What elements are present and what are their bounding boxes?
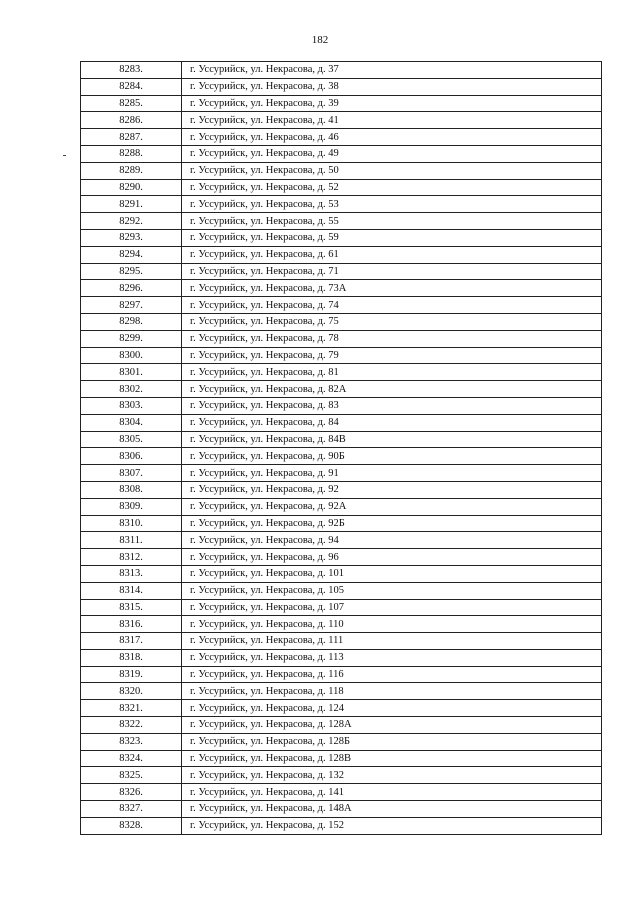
row-number: 8307. <box>81 465 182 482</box>
table-row <box>81 62 602 79</box>
row-address: г. Уссурийск, ул. Некрасова, д. 116 <box>182 666 602 683</box>
row-address: г. Уссурийск, ул. Некрасова, д. 71 <box>182 263 602 280</box>
row-address: г. Уссурийск, ул. Некрасова, д. 59 <box>182 229 602 246</box>
row-address: г. Уссурийск, ул. Некрасова, д. 124 <box>182 700 602 717</box>
row-number: 8292. <box>81 213 182 230</box>
table-row <box>81 817 602 834</box>
row-number: 8302. <box>81 381 182 398</box>
row-number: 8310. <box>81 515 182 532</box>
row-number: 8316. <box>81 616 182 633</box>
table-row <box>81 414 602 431</box>
table-row <box>81 431 602 448</box>
row-address: г. Уссурийск, ул. Некрасова, д. 75 <box>182 313 602 330</box>
table-row <box>81 717 602 734</box>
row-number: 8285. <box>81 95 182 112</box>
row-address: г. Уссурийск, ул. Некрасова, д. 53 <box>182 196 602 213</box>
row-address: г. Уссурийск, ул. Некрасова, д. 110 <box>182 616 602 633</box>
row-number: 8300. <box>81 347 182 364</box>
table-row <box>81 196 602 213</box>
table-row <box>81 750 602 767</box>
row-number: 8326. <box>81 784 182 801</box>
row-address: г. Уссурийск, ул. Некрасова, д. 105 <box>182 582 602 599</box>
table-row <box>81 448 602 465</box>
row-address: г. Уссурийск, ул. Некрасова, д. 38 <box>182 78 602 95</box>
table-row <box>81 498 602 515</box>
row-number: 8301. <box>81 364 182 381</box>
row-address: г. Уссурийск, ул. Некрасова, д. 107 <box>182 599 602 616</box>
row-address: г. Уссурийск, ул. Некрасова, д. 61 <box>182 246 602 263</box>
row-address: г. Уссурийск, ул. Некрасова, д. 82А <box>182 381 602 398</box>
table-row <box>81 364 602 381</box>
row-address: г. Уссурийск, ул. Некрасова, д. 128В <box>182 750 602 767</box>
table-row <box>81 733 602 750</box>
row-number: 8288. <box>81 145 182 162</box>
table-row <box>81 145 602 162</box>
row-number: 8323. <box>81 733 182 750</box>
table-row <box>81 280 602 297</box>
row-address: г. Уссурийск, ул. Некрасова, д. 46 <box>182 129 602 146</box>
row-address: г. Уссурийск, ул. Некрасова, д. 73А <box>182 280 602 297</box>
row-address: г. Уссурийск, ул. Некрасова, д. 92 <box>182 481 602 498</box>
row-number: 8286. <box>81 112 182 129</box>
row-number: 8291. <box>81 196 182 213</box>
row-address: г. Уссурийск, ул. Некрасова, д. 84В <box>182 431 602 448</box>
row-address: г. Уссурийск, ул. Некрасова, д. 55 <box>182 213 602 230</box>
table-row <box>81 213 602 230</box>
row-address: г. Уссурийск, ул. Некрасова, д. 96 <box>182 549 602 566</box>
table-row <box>81 465 602 482</box>
table-row <box>81 297 602 314</box>
row-address: г. Уссурийск, ул. Некрасова, д. 78 <box>182 330 602 347</box>
row-number: 8304. <box>81 414 182 431</box>
row-address: г. Уссурийск, ул. Некрасова, д. 81 <box>182 364 602 381</box>
row-number: 8309. <box>81 498 182 515</box>
row-address: г. Уссурийск, ул. Некрасова, д. 141 <box>182 784 602 801</box>
row-address: г. Уссурийск, ул. Некрасова, д. 79 <box>182 347 602 364</box>
table-row <box>81 683 602 700</box>
row-number: 8297. <box>81 297 182 314</box>
row-address: г. Уссурийск, ул. Некрасова, д. 90Б <box>182 448 602 465</box>
table-row <box>81 381 602 398</box>
table-row <box>81 515 602 532</box>
table-row <box>81 565 602 582</box>
row-number: 8327. <box>81 801 182 818</box>
row-number: 8284. <box>81 78 182 95</box>
row-address: г. Уссурийск, ул. Некрасова, д. 128Б <box>182 733 602 750</box>
address-table-body <box>81 62 602 835</box>
row-address: г. Уссурийск, ул. Некрасова, д. 39 <box>182 95 602 112</box>
page-number: 182 <box>311 34 329 46</box>
table-row <box>81 801 602 818</box>
table-row <box>81 162 602 179</box>
table-row <box>81 263 602 280</box>
row-address: г. Уссурийск, ул. Некрасова, д. 94 <box>182 532 602 549</box>
row-address: г. Уссурийск, ул. Некрасова, д. 83 <box>182 397 602 414</box>
table-row <box>81 95 602 112</box>
row-address: г. Уссурийск, ул. Некрасова, д. 84 <box>182 414 602 431</box>
table-row <box>81 397 602 414</box>
row-address: г. Уссурийск, ул. Некрасова, д. 128А <box>182 717 602 734</box>
row-number: 8313. <box>81 565 182 582</box>
row-address: г. Уссурийск, ул. Некрасова, д. 37 <box>182 62 602 79</box>
row-number: 8311. <box>81 532 182 549</box>
row-number: 8305. <box>81 431 182 448</box>
row-number: 8324. <box>81 750 182 767</box>
row-number: 8290. <box>81 179 182 196</box>
row-address: г. Уссурийск, ул. Некрасова, д. 41 <box>182 112 602 129</box>
row-address: г. Уссурийск, ул. Некрасова, д. 52 <box>182 179 602 196</box>
row-address: г. Уссурийск, ул. Некрасова, д. 92Б <box>182 515 602 532</box>
table-row <box>81 481 602 498</box>
row-number: 8299. <box>81 330 182 347</box>
row-number: 8283. <box>81 62 182 79</box>
table-row <box>81 700 602 717</box>
row-address: г. Уссурийск, ул. Некрасова, д. 118 <box>182 683 602 700</box>
row-number: 8315. <box>81 599 182 616</box>
address-table <box>80 61 602 835</box>
row-number: 8317. <box>81 633 182 650</box>
table-row <box>81 599 602 616</box>
row-number: 8306. <box>81 448 182 465</box>
row-number: 8319. <box>81 666 182 683</box>
row-number: 8314. <box>81 582 182 599</box>
table-row <box>81 179 602 196</box>
table-row <box>81 129 602 146</box>
row-address: г. Уссурийск, ул. Некрасова, д. 50 <box>182 162 602 179</box>
table-row <box>81 313 602 330</box>
row-number: 8287. <box>81 129 182 146</box>
row-number: 8303. <box>81 397 182 414</box>
table-row <box>81 633 602 650</box>
table-row <box>81 616 602 633</box>
row-number: 8312. <box>81 549 182 566</box>
row-number: 8296. <box>81 280 182 297</box>
row-address: г. Уссурийск, ул. Некрасова, д. 132 <box>182 767 602 784</box>
scan-speck <box>63 155 66 156</box>
row-address: г. Уссурийск, ул. Некрасова, д. 91 <box>182 465 602 482</box>
row-number: 8289. <box>81 162 182 179</box>
row-address: г. Уссурийск, ул. Некрасова, д. 92А <box>182 498 602 515</box>
table-row <box>81 767 602 784</box>
table-row <box>81 784 602 801</box>
row-address: г. Уссурийск, ул. Некрасова, д. 111 <box>182 633 602 650</box>
row-address: г. Уссурийск, ул. Некрасова, д. 113 <box>182 649 602 666</box>
row-address: г. Уссурийск, ул. Некрасова, д. 49 <box>182 145 602 162</box>
row-number: 8320. <box>81 683 182 700</box>
row-number: 8294. <box>81 246 182 263</box>
row-address: г. Уссурийск, ул. Некрасова, д. 74 <box>182 297 602 314</box>
row-number: 8298. <box>81 313 182 330</box>
row-number: 8328. <box>81 817 182 834</box>
row-number: 8308. <box>81 481 182 498</box>
table-row <box>81 347 602 364</box>
table-row <box>81 330 602 347</box>
table-row <box>81 666 602 683</box>
row-address: г. Уссурийск, ул. Некрасова, д. 152 <box>182 817 602 834</box>
table-row <box>81 582 602 599</box>
table-row <box>81 112 602 129</box>
row-address: г. Уссурийск, ул. Некрасова, д. 101 <box>182 565 602 582</box>
table-row <box>81 649 602 666</box>
table-row <box>81 246 602 263</box>
table-row <box>81 532 602 549</box>
table-row <box>81 229 602 246</box>
row-address: г. Уссурийск, ул. Некрасова, д. 148А <box>182 801 602 818</box>
row-number: 8325. <box>81 767 182 784</box>
row-number: 8321. <box>81 700 182 717</box>
row-number: 8318. <box>81 649 182 666</box>
row-number: 8295. <box>81 263 182 280</box>
row-number: 8322. <box>81 717 182 734</box>
row-number: 8293. <box>81 229 182 246</box>
table-row <box>81 78 602 95</box>
table-row <box>81 549 602 566</box>
